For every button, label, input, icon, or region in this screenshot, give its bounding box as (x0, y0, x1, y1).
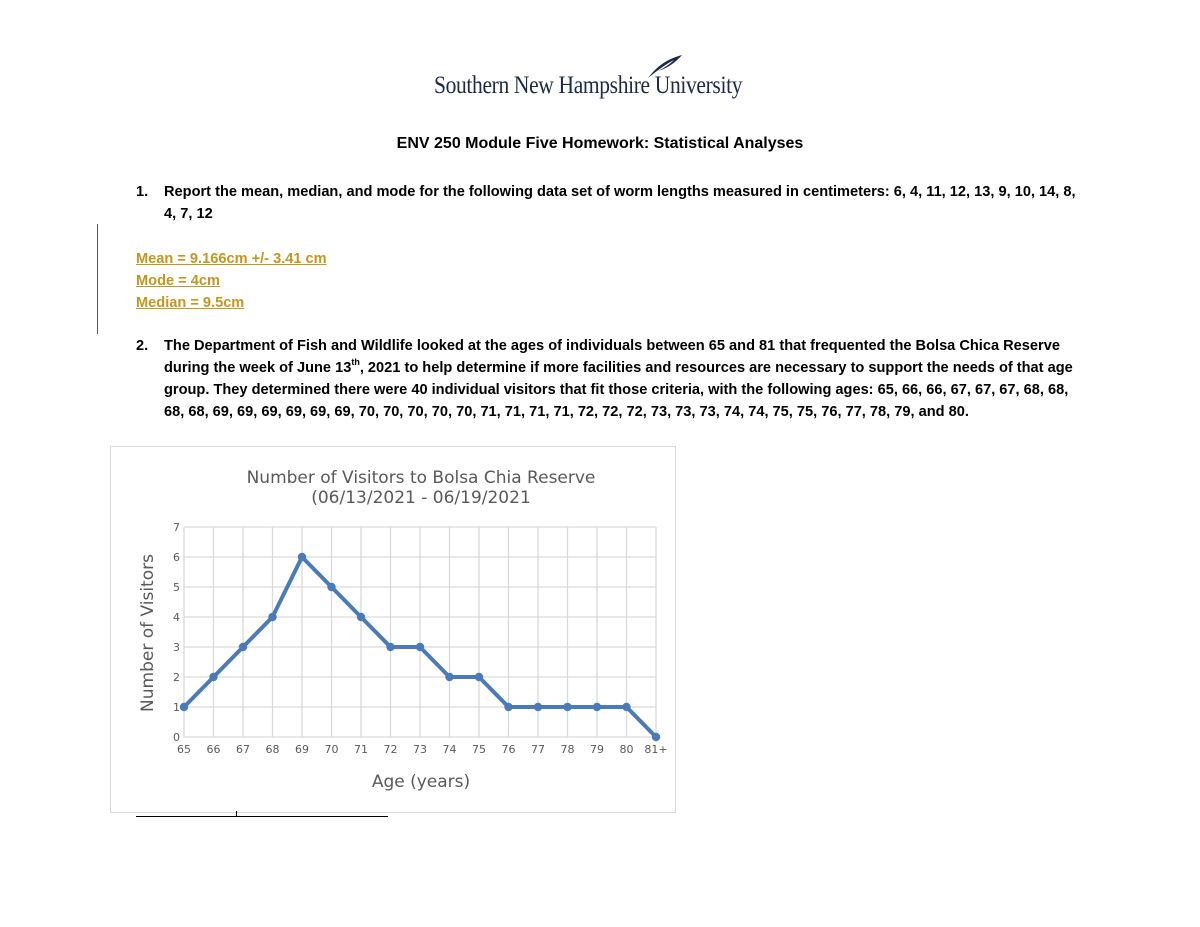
chart-title: Number of Visitors to Bolsa Chia Reserve (246, 468, 596, 488)
y-tick-labels (173, 521, 180, 744)
x-tick-label: 81+ (644, 743, 668, 756)
x-axis-label: Age (years) (371, 772, 471, 792)
y-tick-label: 5 (173, 581, 180, 594)
x-tick-label: 68 (265, 743, 280, 756)
x-tick-labels (177, 743, 668, 756)
y-axis-label: Number of Visitors (138, 554, 158, 712)
x-tick-label: 71 (354, 743, 368, 756)
x-tick-label: 79 (590, 743, 604, 756)
x-tick-label: 78 (560, 743, 575, 756)
y-tick-label: 4 (173, 611, 180, 624)
data-point (593, 703, 601, 711)
data-point (652, 733, 660, 741)
median-answer: Median = 9.5cm (136, 295, 245, 311)
feather-logo-icon (646, 54, 686, 80)
table-border-tick (236, 811, 237, 817)
ordinal-suffix: th (351, 357, 360, 368)
question-1 (136, 181, 1086, 225)
data-point (445, 673, 453, 681)
x-tick-label: 67 (236, 743, 250, 756)
logo-text: Southern New Hampshire University (434, 72, 743, 99)
data-point (416, 643, 424, 651)
data-point (239, 643, 247, 651)
revision-bar (97, 224, 98, 334)
chart-subtitle: (06/13/2021 - 06/19/2021 (311, 488, 531, 508)
data-point (563, 703, 571, 711)
chart-container (110, 446, 676, 813)
x-tick-label: 65 (177, 743, 191, 756)
y-tick-label: 6 (173, 551, 180, 564)
data-point (268, 613, 276, 621)
answers-block (136, 248, 327, 314)
question-number: 2. (136, 338, 149, 354)
data-point (534, 703, 542, 711)
x-tick-label: 76 (501, 743, 516, 756)
data-point (386, 643, 394, 651)
question-text (164, 335, 1086, 423)
x-tick-label: 73 (413, 743, 427, 756)
mode-answer: Mode = 4cm (136, 273, 220, 289)
x-tick-label: 66 (206, 743, 221, 756)
x-tick-label: 75 (472, 743, 486, 756)
y-tick-label: 2 (173, 671, 180, 684)
table-border-line (136, 816, 388, 817)
question-2 (136, 335, 1086, 423)
x-tick-label: 72 (383, 743, 398, 756)
data-point (298, 553, 306, 561)
x-tick-label: 69 (295, 743, 309, 756)
x-tick-label: 74 (442, 743, 457, 756)
mean-answer: Mean = 9.166cm +/- 3.41 cm (136, 251, 327, 267)
y-tick-label: 7 (173, 521, 180, 534)
question-text: Report the mean, median, and mode for the following data set of worm lengths measured in centimeters: 6, 4, 11, 12, 13, 9, 10, 14, 8, 4, 7, 12 (164, 184, 1076, 222)
data-point (475, 673, 483, 681)
data-point (504, 703, 512, 711)
data-point (180, 703, 188, 711)
y-tick-label: 0 (173, 731, 180, 744)
question-text-part: , 2021 to help determine if more facilities and resources are necessary to support the needs of that age group. They determined there were 40 individual visitors that fit those criteria, with the following ages: 65, 66, 66, 67, 67, 67, 68, 68, 68, 68, 69, 69, 69, 69, 69, 69, 70, 70, 70, 70, 70, 71, 71, 71, 71, 72, 72, 72, 73, 73, 73, 74, 74, 75, 75, 76, 77, 78, 79, and 80. (164, 360, 1073, 420)
x-tick-label: 77 (531, 743, 545, 756)
y-tick-label: 1 (173, 701, 180, 714)
x-tick-label: 80 (619, 743, 634, 756)
line-chart (111, 447, 674, 811)
question-text-part: The Department of Fish and Wildlife looked at the ages of individuals between 65 and 81 that frequented the Bolsa Chica Reserve during the week of June 13 (164, 338, 1060, 376)
data-point (209, 673, 217, 681)
university-logo (434, 54, 774, 106)
data-point (622, 703, 630, 711)
x-tick-label: 70 (324, 743, 339, 756)
document-title: ENV 250 Module Five Homework: Statistical Analyses (396, 135, 804, 152)
data-point (327, 583, 335, 591)
y-tick-label: 3 (173, 641, 180, 654)
question-number: 1. (136, 184, 149, 200)
data-point (357, 613, 365, 621)
